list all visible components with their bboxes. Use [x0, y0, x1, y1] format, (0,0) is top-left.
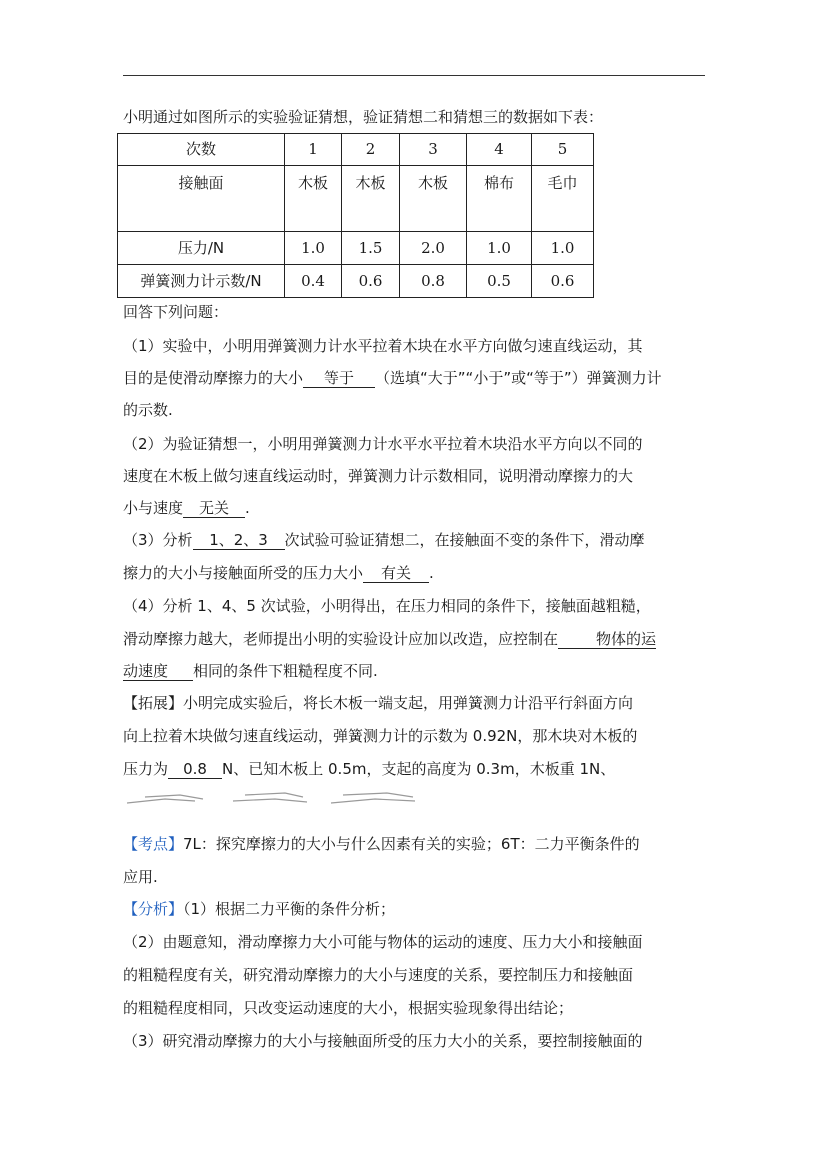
incline-figure — [125, 785, 425, 809]
table-cell: 木板 — [342, 166, 400, 232]
q3-text: 次试验可验证猜想二，在接触面不变的条件下，滑动摩 — [284, 531, 645, 549]
table-cell: 4 — [467, 134, 532, 166]
table-cell: 1.0 — [467, 232, 532, 265]
fenxi-line-1 — [123, 899, 395, 919]
q2-answer: 无关 — [183, 499, 245, 518]
table-cell: 毛巾 — [532, 166, 594, 232]
table-cell: 0.6 — [532, 265, 594, 298]
q2-text: . — [245, 499, 250, 517]
ext-answer: 0.8 — [168, 760, 222, 779]
table-cell: 次数 — [118, 134, 285, 166]
q3-line-1 — [123, 530, 645, 550]
q2-line-1: （2）为验证猜想一，小明用弹簧测力计水平水平拉着木块沿水平方向以不同的 — [123, 435, 643, 453]
table-cell: 木板 — [400, 166, 467, 232]
kaodian-line-1 — [123, 834, 640, 854]
intro-text: 小明通过如图所示的实验验证猜想，验证猜想二和猜想三的数据如下表： — [123, 108, 604, 126]
q1-line-3: 的示数. — [123, 401, 173, 419]
ext-tag: 【拓展】 — [123, 694, 184, 712]
q4-line-2 — [123, 629, 656, 649]
answer-prompt: 回答下列问题： — [123, 303, 229, 321]
table-cell: 0.5 — [467, 265, 532, 298]
q3-text: 擦力的大小与接触面所受的压力大小 — [123, 564, 364, 582]
q1-text: （选填“大于”“小于”或“等于”）弹簧测力计 — [375, 369, 662, 387]
q4-line-3 — [123, 661, 378, 681]
table-cell: 2 — [342, 134, 400, 166]
table-cell: 弹簧测力计示数/N — [118, 265, 285, 298]
data-table — [117, 133, 594, 298]
table-cell: 0.6 — [342, 265, 400, 298]
q4-answer: 物体的运 — [558, 630, 656, 649]
kaodian-tag: 【考点】 — [123, 835, 184, 853]
q4-line-1: （4）分析 1、4、5 次试验，小明得出，在压力相同的条件下，接触面越粗糙， — [123, 597, 651, 615]
header-rule — [123, 75, 705, 76]
kaodian-text: 7L：探究摩擦力的大小与什么因素有关的实验；6T：二力平衡条件的 — [183, 835, 640, 853]
table-cell: 0.8 — [400, 265, 467, 298]
q4-text: 相同的条件下粗糙程度不同. — [193, 662, 378, 680]
ext-line-1 — [123, 693, 633, 713]
table-cell: 0.4 — [285, 265, 342, 298]
fenxi-text: （1）根据二力平衡的条件分析； — [183, 900, 396, 918]
q1-line-2 — [123, 368, 662, 388]
q3-line-2 — [123, 563, 434, 583]
table-cell: 压力/N — [118, 232, 285, 265]
ext-line-3 — [123, 759, 615, 779]
table-row — [118, 134, 594, 166]
q2-line-3 — [123, 498, 250, 518]
kaodian-line-2: 应用. — [123, 868, 158, 886]
q3-text: （3）分析 — [123, 531, 193, 549]
table-cell: 木板 — [285, 166, 342, 232]
table-cell: 接触面 — [118, 166, 285, 232]
ext-line-2: 向上拉着木块做匀速直线运动，弹簧测力计的示数为 0.92N，那木块对木板的 — [123, 727, 638, 745]
table-cell: 3 — [400, 134, 467, 166]
fenxi-line-3: 的粗糙程度有关，研究滑动摩擦力的大小与速度的关系，要控制压力和接触面 — [123, 966, 634, 984]
q3-answer: 1、2、3 — [193, 531, 285, 550]
table-row — [118, 232, 594, 265]
table-cell: 棉布 — [467, 166, 532, 232]
ext-text: 小明完成实验后，将长木板一端支起，用弹簧测力计沿平行斜面方向 — [183, 694, 634, 712]
q3-answer: 有关 — [363, 564, 429, 583]
table-cell: 1.0 — [285, 232, 342, 265]
fenxi-line-4: 的粗糙程度相同，只改变运动速度的大小，根据实验现象得出结论； — [123, 999, 574, 1017]
table-cell: 1.5 — [342, 232, 400, 265]
fenxi-line-2: （2）由题意知，滑动摩擦力大小可能与物体的运动的速度、压力大小和接触面 — [123, 933, 643, 951]
table-row — [118, 166, 594, 232]
q4-text: 滑动摩擦力越大，老师提出小明的实验设计应加以改造，应控制在 — [123, 630, 559, 648]
q1-line-1: （1）实验中，小明用弹簧测力计水平拉着木块在水平方向做匀速直线运动，其 — [123, 337, 643, 355]
ext-text: 压力为 — [123, 760, 169, 778]
table-row — [118, 265, 594, 298]
fenxi-tag: 【分析】 — [123, 900, 184, 918]
q1-text: 目的是使滑动摩擦力的大小 — [123, 369, 304, 387]
q1-answer: 等于 — [303, 369, 375, 388]
q4-answer: 动速度 — [123, 662, 193, 681]
table-cell: 1 — [285, 134, 342, 166]
q2-text: 小与速度 — [123, 499, 184, 517]
fenxi-line-5: （3）研究滑动摩擦力的大小与接触面所受的压力大小的关系，要控制接触面的 — [123, 1032, 643, 1050]
table-cell: 5 — [532, 134, 594, 166]
q3-text: . — [429, 564, 434, 582]
q2-line-2: 速度在木板上做匀速直线运动时，弹簧测力计示数相同，说明滑动摩擦力的大 — [123, 467, 634, 485]
table-cell: 1.0 — [532, 232, 594, 265]
table-cell: 2.0 — [400, 232, 467, 265]
ext-text: N、已知木板上 0.5m，支起的高度为 0.3m，木板重 1N、 — [222, 760, 616, 778]
